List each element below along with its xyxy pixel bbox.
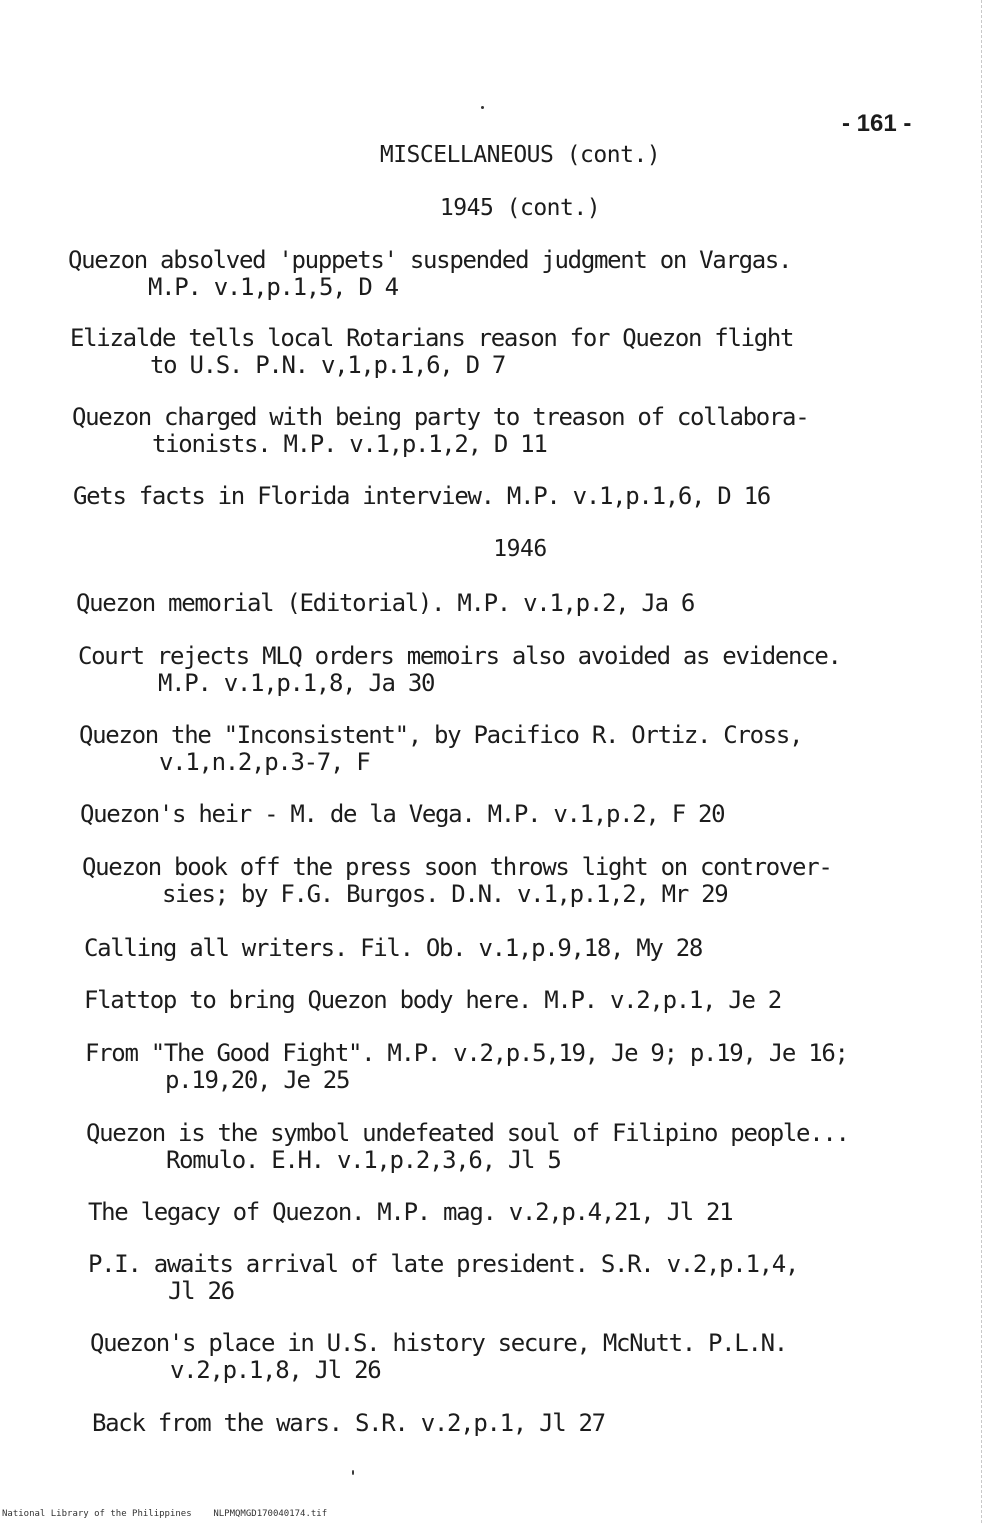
- entry-1946: [90, 1330, 787, 1384]
- entry-citation: p.19,20, Je 25: [165, 1066, 350, 1094]
- entry-citation: Jl 26: [168, 1277, 234, 1305]
- entry-1946: [80, 801, 724, 828]
- entry-1946: [76, 590, 694, 617]
- entry-1946: [88, 1199, 732, 1226]
- entry-citation: Romulo. E.H. v.1,p.2,3,6, Jl 5: [166, 1146, 561, 1174]
- entry-title: From "The Good Fight". M.P. v.2,p.5,19, Je 9; p.19, Je 16;: [85, 1039, 848, 1067]
- entry-title: Quezon book off the press soon throws light on controver-: [82, 853, 832, 881]
- entry-citation: M.P. v.1,p.1,5, D 4: [148, 273, 398, 301]
- year-subheading: 1945 (cont.): [439, 195, 601, 221]
- page-number: - 161 -: [842, 110, 912, 137]
- entry-citation: M.P. v.1,p.1,8, Ja 30: [158, 669, 435, 697]
- entry-title: Flattop to bring Quezon body here. M.P. v.2,p.1, Je 2: [84, 986, 781, 1014]
- entry-1946: [86, 1120, 849, 1174]
- entry-1946: [79, 722, 802, 776]
- entry-title: Quezon is the symbol undefeated soul of Filipino people...: [86, 1119, 849, 1147]
- footer-library: National Library of the Philippines: [2, 1509, 192, 1519]
- entry-1945: [73, 483, 770, 510]
- entry-1945: [70, 325, 793, 379]
- scan-footer: [2, 1509, 327, 1519]
- entry-1946: [84, 935, 702, 962]
- entry-1946: [82, 854, 832, 908]
- entry-1946: [92, 1410, 605, 1437]
- entry-1946: [84, 987, 781, 1014]
- entry-citation: sies; by F.G. Burgos. D.N. v.1,p.1,2, Mr 29: [162, 880, 728, 908]
- year-heading-1946: 1946: [493, 536, 547, 562]
- entry-title: Gets facts in Florida interview. M.P. v.1,p.1,6, D 16: [73, 482, 770, 510]
- entry-citation: v.2,p.1,8, Jl 26: [170, 1356, 381, 1384]
- entry-title: Quezon memorial (Editorial). M.P. v.1,p.2, Ja 6: [76, 589, 695, 617]
- footer-file: NLPMQMGD170040174.tif: [213, 1509, 328, 1519]
- entry-title: Calling all writers. Fil. Ob. v.1,p.9,18, My 28: [84, 934, 703, 962]
- section-heading: MISCELLANEOUS (cont.): [379, 142, 661, 168]
- entry-title: Court rejects MLQ orders memoirs also avoided as evidence.: [78, 642, 841, 670]
- entry-title: Elizalde tells local Rotarians reason for Quezon flight: [70, 324, 794, 352]
- entry-1946: [85, 1040, 848, 1094]
- entry-title: Quezon's place in U.S. history secure, McNutt. P.L.N.: [90, 1329, 787, 1357]
- entry-1945: [72, 404, 808, 458]
- entry-title: P.I. awaits arrival of late president. S.R. v.2,p.1,4,: [88, 1250, 799, 1278]
- entry-title: Back from the wars. S.R. v.2,p.1, Jl 27: [92, 1409, 605, 1437]
- entry-title: Quezon charged with being party to treason of collabora-: [72, 403, 809, 431]
- scan-speck: [481, 106, 484, 109]
- entry-1946: [78, 643, 841, 697]
- entry-title: Quezon's heir - M. de la Vega. M.P. v.1,p.2, F 20: [80, 800, 725, 828]
- entry-title: Quezon the "Inconsistent", by Pacifico R. Ortiz. Cross,: [79, 721, 803, 749]
- scan-speck: [352, 1470, 354, 1475]
- entry-citation: v.1,n.2,p.3-7, F: [159, 748, 370, 776]
- entry-title: The legacy of Quezon. M.P. mag. v.2,p.4,21, Jl 21: [88, 1198, 733, 1226]
- entry-1945: [68, 247, 791, 301]
- entry-1946: [88, 1251, 798, 1305]
- entry-citation: to U.S. P.N. v,1,p.1,6, D 7: [150, 351, 506, 379]
- entry-citation: tionists. M.P. v.1,p.1,2, D 11: [152, 430, 547, 458]
- page-edge-line: [981, 0, 982, 1523]
- entry-title: Quezon absolved 'puppets' suspended judgment on Vargas.: [68, 246, 792, 274]
